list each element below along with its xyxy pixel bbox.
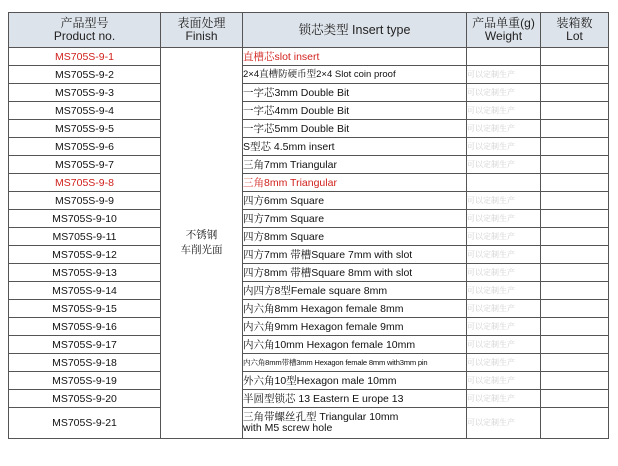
insert-type: 一字芯5mm Double Bit: [243, 120, 467, 138]
weight: 可以定制生产: [467, 282, 541, 300]
lot: [541, 336, 609, 354]
lot: [541, 156, 609, 174]
insert-type: 内六角10mm Hexagon female 10mm: [243, 336, 467, 354]
weight: 可以定制生产: [467, 66, 541, 84]
lot: [541, 102, 609, 120]
weight: 可以定制生产: [467, 120, 541, 138]
product-no: MS705S-9-3: [9, 84, 161, 102]
weight: 可以定制生产: [467, 354, 541, 372]
insert-type: 三角8mm Triangular: [243, 174, 467, 192]
weight: [467, 174, 541, 192]
table-row: [9, 264, 609, 282]
lot: [541, 246, 609, 264]
insert-type-line1: 三角带螺丝孔型 Triangular 10mm: [243, 411, 399, 423]
lot: [541, 138, 609, 156]
lot: [541, 210, 609, 228]
weight: 可以定制生产: [467, 84, 541, 102]
table-row: [9, 66, 609, 84]
weight: 可以定制生产: [467, 390, 541, 408]
header-lot: [541, 13, 609, 48]
lot: [541, 228, 609, 246]
lot: [541, 174, 609, 192]
finish-value-line1: 不锈钢: [185, 229, 218, 241]
insert-type: 一字芯4mm Double Bit: [243, 102, 467, 120]
table-row: [9, 174, 609, 192]
weight: 可以定制生产: [467, 336, 541, 354]
table-row: [9, 120, 609, 138]
insert-type: 四方7mm Square: [243, 210, 467, 228]
product-no: MS705S-9-7: [9, 156, 161, 174]
product-no: MS705S-9-5: [9, 120, 161, 138]
insert-type: 四方6mm Square: [243, 192, 467, 210]
header-product-en: Product no.: [53, 29, 116, 43]
insert-type: 内六角8mm带槽3mm Hexagon female 8mm with3mm pin: [243, 354, 467, 372]
insert-type: 内六角9mm Hexagon female 9mm: [243, 318, 467, 336]
insert-type: 外六角10型Hexagon male 10mm: [243, 372, 467, 390]
weight: 可以定制生产: [467, 300, 541, 318]
insert-type: [243, 408, 467, 439]
weight: 可以定制生产: [467, 228, 541, 246]
product-no: MS705S-9-8: [9, 174, 161, 192]
weight: 可以定制生产: [467, 264, 541, 282]
product-no: MS705S-9-9: [9, 192, 161, 210]
weight: 可以定制生产: [467, 192, 541, 210]
lot: [541, 192, 609, 210]
insert-type: 内六角8mm Hexagon female 8mm: [243, 300, 467, 318]
table-row: [9, 156, 609, 174]
product-no: MS705S-9-21: [9, 408, 161, 439]
table-row: [9, 408, 609, 439]
insert-type-line2: with M5 screw hole: [243, 422, 333, 434]
header-product: [9, 13, 161, 48]
lot: [541, 300, 609, 318]
lot: [541, 354, 609, 372]
product-no: MS705S-9-18: [9, 354, 161, 372]
insert-type: 内四方8型Female square 8mm: [243, 282, 467, 300]
lot: [541, 84, 609, 102]
product-no: MS705S-9-14: [9, 282, 161, 300]
table-row: [9, 192, 609, 210]
table-row: [9, 102, 609, 120]
table-row: [9, 354, 609, 372]
product-no: MS705S-9-13: [9, 264, 161, 282]
insert-type: 四方7mm 带槽Square 7mm with slot: [243, 246, 467, 264]
product-no: MS705S-9-17: [9, 336, 161, 354]
header-product-cn: 产品型号: [60, 16, 109, 30]
insert-type: 四方8mm 带槽Square 8mm with slot: [243, 264, 467, 282]
lot: [541, 408, 609, 439]
lot: [541, 282, 609, 300]
product-no: MS705S-9-10: [9, 210, 161, 228]
weight: 可以定制生产: [467, 102, 541, 120]
table-row: [9, 84, 609, 102]
table-row: [9, 48, 609, 66]
table-row: [9, 300, 609, 318]
finish-cell: [161, 48, 243, 439]
table-row: [9, 390, 609, 408]
table-header-row: [9, 13, 609, 48]
insert-type: 一字芯3mm Double Bit: [243, 84, 467, 102]
product-no: MS705S-9-11: [9, 228, 161, 246]
finish-value-line2: 车削光面: [180, 244, 223, 256]
weight: 可以定制生产: [467, 210, 541, 228]
lot: [541, 372, 609, 390]
table-row: [9, 372, 609, 390]
product-no: MS705S-9-15: [9, 300, 161, 318]
header-weight: [467, 13, 541, 48]
product-no: MS705S-9-16: [9, 318, 161, 336]
lot: [541, 66, 609, 84]
header-finish-cn: 表面处理: [177, 16, 226, 30]
table-row: [9, 210, 609, 228]
lot: [541, 318, 609, 336]
weight: 可以定制生产: [467, 372, 541, 390]
product-no: MS705S-9-12: [9, 246, 161, 264]
insert-type: 四方8mm Square: [243, 228, 467, 246]
weight: 可以定制生产: [467, 318, 541, 336]
table-row: [9, 228, 609, 246]
table-row: [9, 282, 609, 300]
table-row: [9, 318, 609, 336]
header-insert-type: 锁芯类型 Insert type: [243, 13, 467, 48]
weight: [467, 48, 541, 66]
weight: 可以定制生产: [467, 138, 541, 156]
insert-type: 直槽芯slot insert: [243, 48, 467, 66]
weight: 可以定制生产: [467, 156, 541, 174]
header-finish: [161, 13, 243, 48]
product-spec-table: [8, 12, 609, 439]
weight: 可以定制生产: [467, 246, 541, 264]
header-weight-cn: 产品单重(g): [472, 16, 535, 30]
table-row: [9, 336, 609, 354]
product-no: MS705S-9-2: [9, 66, 161, 84]
lot: [541, 120, 609, 138]
insert-type: S型芯 4.5mm insert: [243, 138, 467, 156]
insert-type: 2×4直槽防硬币型2×4 Slot coin proof: [243, 66, 467, 84]
lot: [541, 264, 609, 282]
header-finish-en: Finish: [185, 29, 218, 43]
table-row: [9, 138, 609, 156]
lot: [541, 48, 609, 66]
table-row: [9, 246, 609, 264]
product-no: MS705S-9-6: [9, 138, 161, 156]
product-no: MS705S-9-19: [9, 372, 161, 390]
product-no: MS705S-9-20: [9, 390, 161, 408]
header-lot-en: Lot: [566, 29, 583, 43]
header-lot-cn: 装箱数: [556, 16, 593, 30]
header-weight-en: Weight: [484, 29, 523, 43]
insert-type: 三角7mm Triangular: [243, 156, 467, 174]
insert-type: 半圆型锁芯 13 Eastern E urope 13: [243, 390, 467, 408]
lot: [541, 390, 609, 408]
product-no: MS705S-9-1: [9, 48, 161, 66]
weight: 可以定制生产: [467, 408, 541, 439]
product-no: MS705S-9-4: [9, 102, 161, 120]
